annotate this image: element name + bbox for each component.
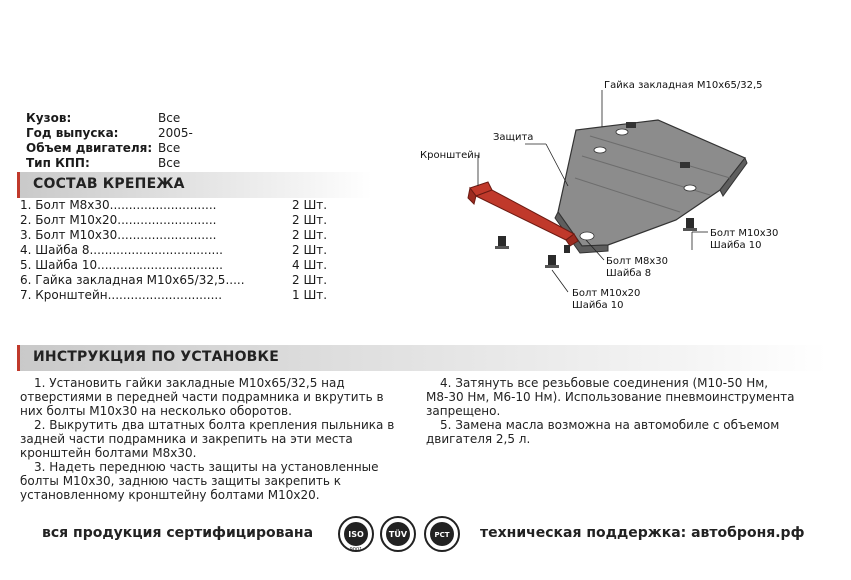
label-bolt-m10x30: Болт М10х30: [710, 228, 779, 239]
footer-support: техническая поддержка: автоброня.рф: [480, 525, 805, 541]
tuv-label: TÜV: [388, 530, 408, 539]
mount-slot: [616, 129, 628, 135]
list-item-qty: 2 Шт.: [292, 213, 328, 227]
instruction-line: отверстиями в передней части подрамника и вкрутить в: [20, 390, 384, 404]
label-washer-8: Шайба 8: [606, 268, 652, 279]
spec-label-gearbox: Тип КПП:: [26, 156, 90, 170]
list-item-qty: 4 Шт.: [292, 258, 328, 272]
spec-label-body: Кузов:: [26, 111, 72, 125]
instruction-line: них болты М10х30 на несколько оборотов.: [20, 404, 292, 418]
bolt-icon: [683, 218, 697, 231]
header-accent: [17, 172, 20, 198]
label-nut: Гайка закладная М10х65/32,5: [604, 80, 763, 91]
fasteners-title: СОСТАВ КРЕПЕЖА: [33, 176, 185, 192]
bolt-icon: [564, 245, 570, 253]
list-item: 3. Болт М10х30..........................: [20, 228, 217, 242]
iso-number: 9001: [349, 547, 363, 553]
pct-label: РСТ: [434, 531, 450, 539]
instruction-line: 1. Установить гайки закладные М10х65/32,5 над: [34, 376, 345, 390]
instruction-line: 3. Надеть переднюю часть защиты на установленные: [34, 460, 379, 474]
list-item-qty: 2 Шт.: [292, 273, 328, 287]
bolt-icon: [495, 236, 509, 249]
nut-tab: [680, 162, 690, 168]
instruction-line: 2. Выкрутить два штатных болта крепления пыльника в: [34, 418, 395, 432]
instruction-line: кронштейн болтами М8х30.: [20, 446, 197, 460]
mount-slot: [594, 147, 606, 153]
list-item: 2. Болт М10х20..........................: [20, 213, 217, 227]
iso-badge-icon: [339, 517, 373, 553]
mount-hole: [580, 232, 594, 240]
fasteners-header: [17, 172, 372, 198]
nut-tab: [626, 122, 636, 128]
list-item: 5. Шайба 10.................................: [20, 258, 223, 272]
list-item: 4. Шайба 8...................................: [20, 243, 223, 257]
instructions-right: [426, 376, 826, 446]
label-bolt-m8x30: Болт М8х30: [606, 256, 669, 267]
mount-slot: [684, 185, 696, 191]
header-accent: [17, 345, 20, 371]
instruction-line: установленному кронштейну болтами М10х20.: [20, 488, 320, 502]
list-item: 6. Гайка закладная М10х65/32,5.....: [20, 273, 245, 287]
instruction-line: задней части подрамника и закрепить на эти места: [20, 432, 353, 446]
guard-diagram: [390, 70, 840, 320]
label-bracket: Кронштейн: [420, 150, 481, 161]
spec-value-year: 2005-: [158, 126, 193, 140]
list-item: 7. Кронштейн..............................: [20, 288, 223, 302]
spec-value-gearbox: Все: [158, 156, 181, 170]
instruction-line: двигателя 2,5 л.: [426, 432, 531, 446]
footer-certified: вся продукция сертифицирована: [42, 525, 314, 541]
spec-label-year: Год выпуска:: [26, 126, 119, 140]
list-item-qty: 2 Шт.: [292, 243, 328, 257]
pct-badge-icon: [425, 517, 459, 551]
spec-label-engine: Объем двигателя:: [26, 141, 153, 155]
certification-badges: [336, 514, 466, 554]
instructions-title: ИНСТРУКЦИЯ ПО УСТАНОВКЕ: [33, 349, 279, 365]
instruction-line: болты М10х30, заднюю часть защиты закрепить к: [20, 474, 341, 488]
iso-label: ISO: [348, 530, 364, 539]
instructions-header: [17, 345, 827, 371]
spec-value-engine: Все: [158, 141, 181, 155]
instructions-left: [20, 376, 420, 502]
instruction-line: 4. Затянуть все резьбовые соединения (М10-50 Нм,: [440, 376, 769, 390]
list-item-qty: 1 Шт.: [292, 288, 328, 302]
bolt-icon: [545, 255, 559, 268]
instruction-line: 5. Замена масла возможна на автомобиле с объемом: [440, 418, 780, 432]
instruction-line: М8-30 Нм, М6-10 Нм). Использование пневмоинструмента: [426, 390, 795, 404]
label-washer-10-a: Шайба 10: [710, 240, 762, 251]
label-bolt-m10x20: Болт М10х20: [572, 288, 641, 299]
list-item-qty: 2 Шт.: [292, 198, 328, 212]
list-item-qty: 2 Шт.: [292, 228, 328, 242]
label-washer-10-b: Шайба 10: [572, 300, 624, 311]
list-item: 1. Болт М8х30............................: [20, 198, 217, 212]
spec-value-body: Все: [158, 111, 181, 125]
instruction-line: запрещено.: [426, 404, 501, 418]
label-guard: Защита: [493, 132, 534, 143]
tuv-badge-icon: [381, 517, 415, 551]
